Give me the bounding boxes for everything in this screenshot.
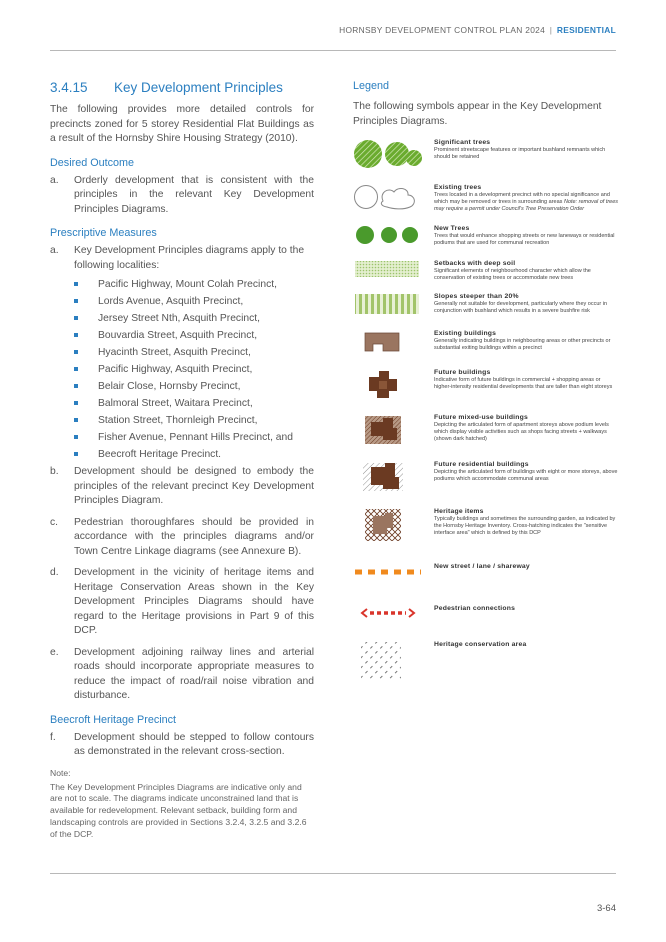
legend-item-new-street bbox=[353, 563, 619, 581]
list-item: Belair Close, Hornsby Precinct, bbox=[74, 380, 314, 393]
legend-item-existing-trees bbox=[353, 184, 619, 215]
pedestrian-icon bbox=[353, 605, 423, 623]
item-letter: d. bbox=[50, 567, 59, 578]
legend-desc: Prominent streetscape features or important bushland remnants which should be retained bbox=[434, 147, 606, 160]
list-item: Lords Avenue, Asquith Precinct, bbox=[74, 295, 314, 308]
legend-item-future-mixed-use bbox=[353, 414, 619, 451]
list-item: Pacific Highway, Asquith Precinct, bbox=[74, 363, 314, 376]
new-street-icon bbox=[353, 563, 423, 581]
legend-title: Heritage conservation area bbox=[434, 641, 527, 648]
deep-soil-icon bbox=[353, 260, 423, 283]
item-text: Development should be designed to embody the principles of the relevant precinct Key Development Principles Diagram. bbox=[74, 466, 314, 506]
legend-item-existing-buildings bbox=[353, 330, 619, 359]
item-text: Development in the vicinity of heritage items and Heritage Conservation Areas shown in the Key Development Principles Diagrams should have regard to the Heritage provisions in Part 9 of this DCP. bbox=[74, 567, 314, 636]
legend-title: Pedestrian connections bbox=[434, 605, 516, 612]
legend-desc: Depicting the articulated form of buildings with eight or more storeys, above podiums which accommodate communal areas bbox=[434, 469, 618, 482]
item-text: Development should be stepped to follow contours as demonstrated in the relevant cross-section. bbox=[74, 731, 314, 757]
page-number: 3-64 bbox=[596, 903, 616, 914]
measure-item-c bbox=[50, 516, 314, 560]
legend-item-significant-trees bbox=[353, 139, 619, 174]
list-item: Beecroft Heritage Precinct. bbox=[74, 448, 314, 461]
legend-desc: Trees that would enhance shopping streets or new laneways or residential podiums that are used for communal recreation bbox=[434, 233, 615, 246]
legend-desc: Indicative form of future buildings in commercial + shopping areas or higher-intensity residential developments that are taller than eight storeys bbox=[434, 377, 613, 390]
item-letter: e. bbox=[50, 646, 59, 658]
item-text: Key Development Principles diagrams apply to the following localities: bbox=[74, 245, 305, 271]
legend-title: Slopes steeper than 20% bbox=[434, 293, 519, 300]
desired-outcome-heading: Desired Outcome bbox=[50, 156, 135, 169]
legend-title: Future residential buildings bbox=[434, 461, 529, 468]
list-item: Pacific Highway, Mount Colah Precinct, bbox=[74, 278, 314, 291]
footer-rule bbox=[50, 873, 616, 874]
measure-item-e bbox=[50, 646, 314, 704]
localities-list bbox=[74, 278, 314, 461]
legend-desc: Trees located in a development precinct with no special significance and which may be removed or trees in surrounding areas bbox=[434, 192, 610, 205]
item-text: Pedestrian thoroughfares should be provided in accordance with the principles diagrams and/or Town Centre Linkage diagrams (see Annexure B). bbox=[74, 516, 314, 557]
beecroft-item-f bbox=[50, 731, 314, 760]
heritage-items-icon bbox=[353, 508, 423, 547]
heritage-area-icon bbox=[353, 641, 423, 686]
prescriptive-heading: Prescriptive Measures bbox=[50, 227, 157, 239]
legend-item-heritage-items bbox=[353, 508, 619, 547]
item-letter: a. bbox=[50, 245, 59, 256]
legend-title: New Trees bbox=[434, 225, 470, 232]
section-title-text: Key Development Principles bbox=[114, 80, 283, 95]
list-item: Balmoral Street, Waitara Precinct, bbox=[74, 397, 314, 410]
list-item: Bouvardia Street, Asquith Precinct, bbox=[74, 329, 314, 342]
legend-title: Setbacks with deep soil bbox=[434, 260, 516, 267]
item-text: Orderly development that is consistent with the principles in the relevant Key Development Principles Diagrams. bbox=[74, 174, 314, 215]
legend-item-future-buildings bbox=[353, 369, 619, 404]
legend-heading: Legend bbox=[353, 80, 390, 92]
header-separator: | bbox=[549, 25, 553, 35]
header-rule bbox=[50, 50, 616, 51]
legend-title: Heritage items bbox=[434, 508, 484, 515]
legend-item-steep-slope bbox=[353, 293, 619, 320]
legend-desc: Significant elements of neighbourhood character which allow the conservation of existing trees or accommodate new trees bbox=[434, 268, 591, 281]
legend-title: Existing buildings bbox=[434, 330, 497, 337]
beecroft-heading: Beecroft Heritage Precinct bbox=[50, 713, 177, 726]
left-column bbox=[50, 80, 314, 840]
legend-desc: Generally not suitable for development, particularly where they occur in conjunction with bushland which results in a severe bushfire risk bbox=[434, 301, 608, 314]
new-trees-icon bbox=[353, 225, 423, 250]
running-header bbox=[339, 25, 616, 35]
legend-desc-note: Cross-hatching indicates the "sensitive interface area" which is defined by this DCP bbox=[434, 522, 608, 536]
measure-item-a bbox=[50, 244, 314, 273]
item-letter: a. bbox=[50, 174, 59, 186]
legend-item-pedestrian bbox=[353, 605, 619, 623]
legend-title: New street / lane / shareway bbox=[434, 563, 530, 570]
legend-desc: Typically buildings and sometimes the surrounding garden, as indicated by the Hornsby Heritage Inventory. bbox=[434, 516, 616, 529]
legend-item-new-trees bbox=[353, 225, 619, 250]
legend-column bbox=[353, 80, 619, 686]
legend-title: Existing trees bbox=[434, 184, 482, 191]
list-item: Fisher Avenue, Pennant Hills Precinct, and bbox=[74, 431, 314, 444]
header-doc-title: HORNSBY DEVELOPMENT CONTROL PLAN 2024 bbox=[339, 25, 546, 35]
legend-item-future-residential bbox=[353, 461, 619, 498]
legend-title: Future mixed-use buildings bbox=[434, 414, 528, 421]
legend-desc: Generally indicating buildings in neighbouring areas or other precincts or substantial exiting buildings within a precinct bbox=[434, 338, 611, 351]
section-title bbox=[50, 80, 314, 95]
item-letter: f. bbox=[50, 731, 56, 743]
item-text: Development adjoining railway lines and arterial roads should incorporate appropriate measures to reduce the impact of road/rail noise vibration and disturbance. bbox=[74, 646, 314, 701]
list-item: Jersey Street Nth, Asquith Precinct, bbox=[74, 312, 314, 325]
legend-item-deep-soil bbox=[353, 260, 619, 283]
item-letter: b. bbox=[50, 466, 59, 477]
legend-title: Significant trees bbox=[434, 139, 491, 146]
legend-desc: Depicting the articulated form of apartment storeys above podium levels which display visible activities such as shops facing streets + walkways (shown dark hatched) bbox=[434, 422, 609, 442]
list-item: Hyacinth Street, Asquith Precinct, bbox=[74, 346, 314, 359]
intro-paragraph: The following provides more detailed controls for precincts zoned for 5 storey Residential Flat Buildings as a result of the Hornsby Shire Housing Strategy (2010). bbox=[50, 104, 314, 144]
future-buildings-icon bbox=[353, 369, 423, 404]
future-residential-icon bbox=[353, 461, 423, 498]
legend-intro: The following symbols appear in the Key Development Principles Diagrams. bbox=[353, 101, 602, 127]
list-item: Station Street, Thornleigh Precinct, bbox=[74, 414, 314, 427]
note-label: Note: bbox=[50, 767, 71, 778]
item-letter: c. bbox=[50, 516, 59, 528]
legend-item-heritage-area bbox=[353, 641, 619, 686]
existing-buildings-icon bbox=[353, 330, 423, 359]
note-text: The Key Development Principles Diagrams are indicative only and are not to scale. The diagrams indicate unconstrained land that is available for redevelopment. Relevant setback, building form and landscaping controls are provided in Sections 3.2.4, 3.2.5 and 3.2.6 of the DCP. bbox=[50, 781, 307, 839]
header-section: RESIDENTIAL bbox=[556, 25, 616, 35]
legend-desc-note: Note: removal of trees may require a permit under Council's Tree Preservation Order bbox=[434, 198, 619, 212]
outcome-item-a bbox=[50, 174, 314, 218]
existing-trees-icon bbox=[353, 184, 423, 215]
significant-trees-icon bbox=[353, 139, 423, 174]
future-mixed-use-icon bbox=[353, 414, 423, 451]
legend-title: Future buildings bbox=[434, 369, 491, 376]
section-number: 3.4.15 bbox=[50, 80, 88, 95]
steep-slope-icon bbox=[353, 293, 423, 320]
measure-item-d bbox=[50, 566, 314, 639]
measure-item-b bbox=[50, 465, 314, 509]
